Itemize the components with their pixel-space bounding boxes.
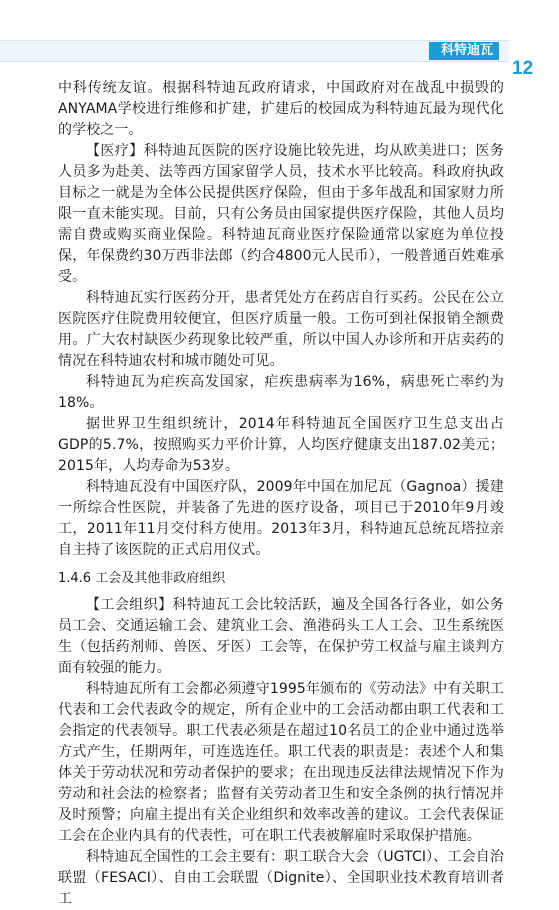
paragraph-who-statistics: 据世界卫生组织统计，2014年科特迪瓦全国医疗卫生总支出占GDP的5.7%，按照购买力平价计算，人均医疗健康支出187.02美元；2015年，人均寿命为53岁。 <box>58 416 504 474</box>
paragraph-medical-intro: 【医疗】科特迪瓦医院的医疗设施比较先进，均从欧美进口；医务人员多为赴美、法等西方国家留学人员，技术水平比较高。科政府执政目标之一就是为全体公民提供医疗保险，但由于多年战乱和国家财力所限一直未能实现。目前，只有公务员由国家提供医疗保险，其他人员均需自费或购买商业保险。科特迪瓦商业医疗保险通常以家庭为单位投保，年保费约30万西非法郎（约合4800元人民币），一般普通百姓难承受。 <box>58 143 504 285</box>
paragraph-continued-friendship: 中科传统友谊。根据科特迪瓦政府请求，中国政府对在战乱中损毁的ANYAMA学校进行维修和扩建，扩建后的校园成为科特迪瓦最为现代化的学校之一。 <box>58 80 504 138</box>
paragraph-labor-law: 科特迪瓦所有工会都必须遵守1995年颁布的《劳动法》中有关职工代表和工会代表政令的规定，所有企业中的工会活动都由职工代表和工会指定的代表领导。职工代表必须是在超过10名员工的企业中通过选举方式产生，任期两年，可连选连任。职工代表的职责是：表述个人和集体关于劳动状况和劳动者保护的要求；在出现违反法律法规情况下作为劳动和社会法的检察者；监督有关劳动者卫生和安全条例的执行情况并及时预警；向雇主提出有关企业组织和效率改善的建议。工会代表保证工会在企业内具有的代表性，可在职工代表被解雇时采取保护措施。 <box>58 681 504 844</box>
paragraph-chinese-hospital: 科特迪瓦没有中国医疗队，2009年中国在加尼瓦（Gagnoa）援建一所综合性医院，并装备了先进的医疗设备，项目已于2010年9月竣工，2011年11月交付科方使用。2013年3月，科特迪瓦总统瓦塔拉亲自主持了该医院的正式启用仪式。 <box>58 479 504 558</box>
section-heading-unions: 1.4.6 工会及其他非政府组织 <box>58 571 226 586</box>
running-title: 科特迪瓦 <box>429 42 499 60</box>
page-number: 12 <box>512 58 534 79</box>
paragraph-malaria: 科特迪瓦为疟疾高发国家，疟疾患病率为16%，病患死亡率约为18%。 <box>58 374 504 411</box>
paragraph-union-organizations: 【工会组织】科特迪瓦工会比较活跃，遍及全国各行各业，如公务员工会、交通运输工会、建筑业工会、渔港码头工人工会、卫生系统医生（包括药剂师、兽医、牙医）工会等，在保护劳工权益与雇主谈判方面有较强的能力。 <box>58 597 504 676</box>
paragraph-medicine-separation: 科特迪瓦实行医药分开，患者凭处方在药店自行买药。公民在公立医院医疗住院费用较便宜，但医疗质量一般。工伤可到社保报销全额费用。广大农村缺医少药现象比较严重，所以中国人办诊所和开店卖药的情况在科特迪农村和城市随处可见。 <box>58 290 504 369</box>
page-body <box>58 78 504 910</box>
paragraph-national-unions: 科特迪瓦全国性的工会主要有：职工联合大会（UGTCI）、工会自治联盟（FESACI）、自由工会联盟（Dignite）、全国职业技术教育培训者工 <box>58 849 504 907</box>
